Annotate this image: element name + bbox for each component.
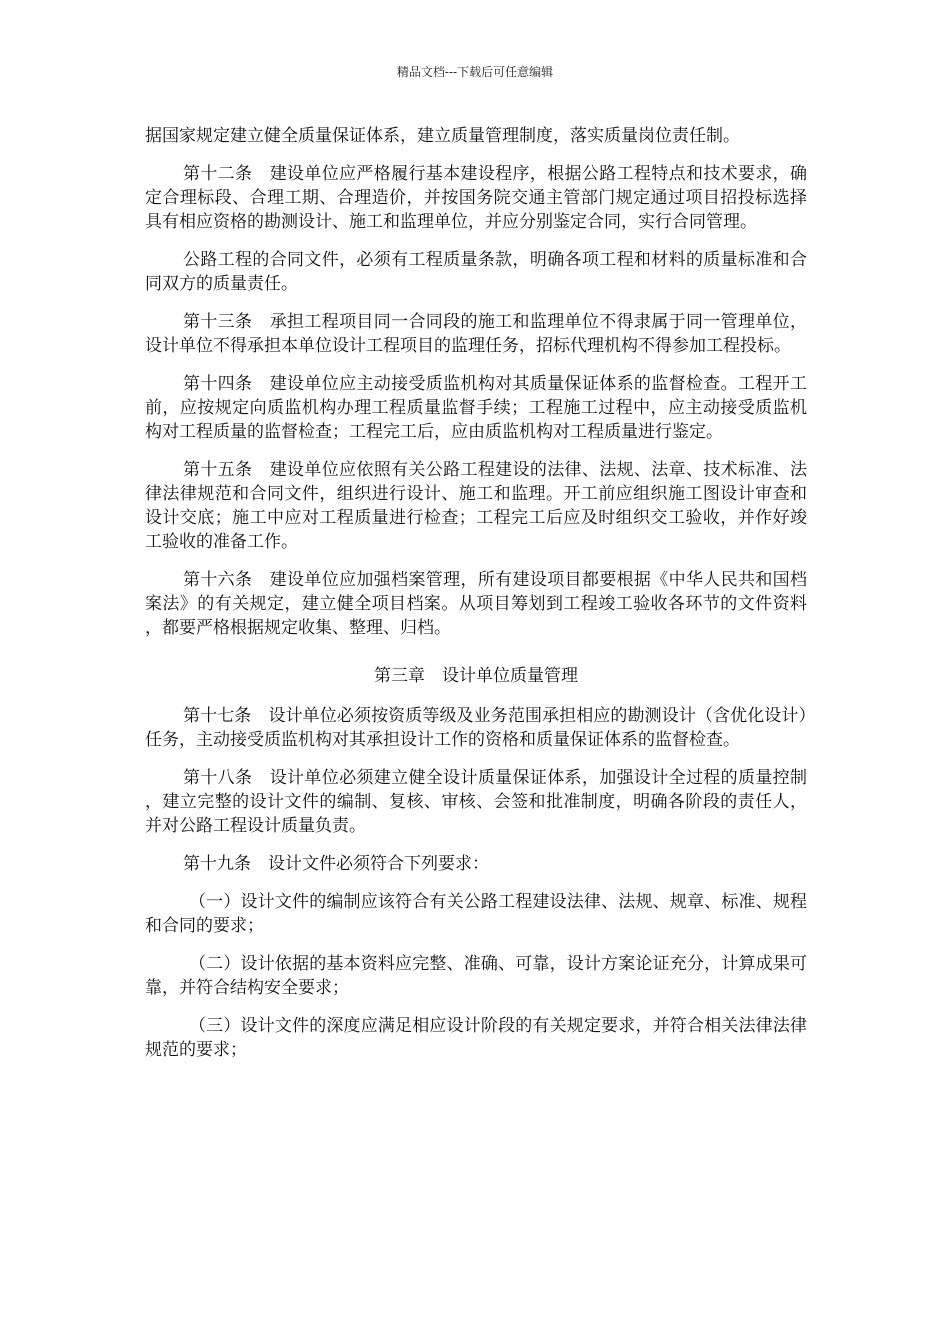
article-19-item-1: （一）设计文件的编制应该符合有关公路工程建设法律、法规、规章、标准、规程和合同的要求； [145,892,807,936]
article-12-contract-clause: 公路工程的合同文件，必须有工程质量条款，明确各项工程和材料的质量标准和合同双方的质量责任。 [145,250,807,294]
article-15: 第十五条 建设单位应依照有关公路工程建设的法律、法规、法章、技术标准、法律法律规范和合同文件，组织进行设计、施工和监理。开工前应组织施工图设计审查和设计交底；施工中应对工程质量进行检查；工程完工后应及时组织交工验收，并作好竣工验收的准备工作。 [145,460,807,552]
article-13: 第十三条 承担工程项目同一合同段的施工和监理单位不得隶属于同一管理单位，设计单位不得承担本单位设计工程项目的监理任务，招标代理机构不得参加工程投标。 [145,312,807,356]
chapter-title: 第三章 设计单位质量管理 [374,666,578,686]
article-19-item-3: （三）设计文件的深度应满足相应设计阶段的有关规定要求，并符合相关法律法律规范的要求； [145,1016,807,1060]
article-19: 第十九条 设计文件必须符合下列要求： [183,854,489,874]
document-body [145,124,807,1062]
article-17: 第十七条 设计单位必须按资质等级及业务范围承担相应的勘测设计（含优化设计）任务，主动接受质监机构对其承担设计工作的资格和质量保证体系的监督检查。 [145,706,807,750]
article-19-item-2: （二）设计依据的基本资料应完整、准确、可靠，设计方案论证充分，计算成果可靠，并符合结构安全要求； [145,954,807,998]
article-14: 第十四条 建设单位应主动接受质监机构对其质量保证体系的监督检查。工程开工前，应按规定向质监机构办理工程质量监督手续；工程施工过程中，应主动接受质监机构对工程质量的监督检查；工程完工后，应由质监机构对工程质量进行鉴定。 [145,374,807,442]
article-18: 第十八条 设计单位必须建立健全设计质量保证体系，加强设计全过程的质量控制，建立完整的设计文件的编制、复核、审核、会签和批准制度，明确各阶段的责任人，并对公路工程设计质量负责。 [145,768,807,836]
article-12: 第十二条 建设单位应严格履行基本建设程序，根据公路工程特点和技术要求，确定合理标段、合理工期、合理造价，并按国务院交通主管部门规定通过项目招投标选择具有相应资格的勘测设计、施工和监理单位，并应分别鉴定合同，实行合同管理。 [145,164,807,232]
article-16: 第十六条 建设单位应加强档案管理，所有建设项目都要根据《中华人民共和国档案法》的有关规定，建立健全项目档案。从项目筹划到工程竣工验收各环节的文件资料，都要严格根据规定收集、整理、归档。 [145,570,807,638]
paragraph-continuation: 据国家规定建立健全质量保证体系，建立质量管理制度，落实质量岗位责任制。 [145,126,740,146]
page-header: 精品文档---下载后可任意编辑 [396,65,554,79]
